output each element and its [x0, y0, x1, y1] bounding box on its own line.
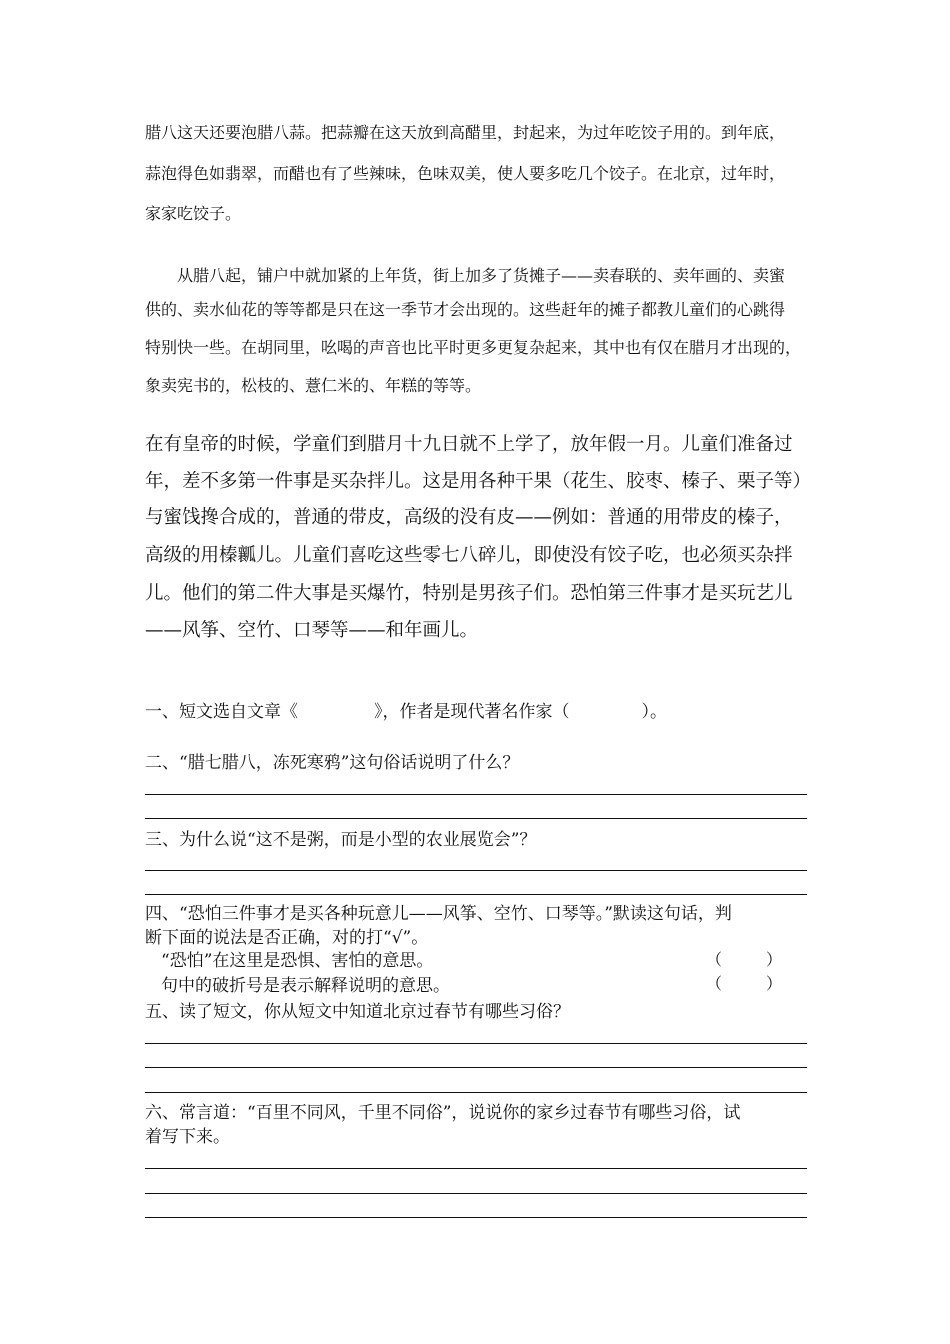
- passage-para2-line: 从腊八起，铺户中就加紧的上年货，街上加多了货摊子——卖春联的、卖年画的、卖蜜: [177, 266, 786, 285]
- passage-para3-line: 与蜜饯搀合成的，普通的带皮，高级的没有皮——例如：普通的用带皮的榛子，: [145, 507, 793, 528]
- answer-line[interactable]: [145, 1193, 807, 1194]
- answer-line[interactable]: [145, 1217, 807, 1218]
- passage-para2-line: 供的、卖水仙花的等等都是只在这一季节才会出现的。这些赶年的摊子都教儿童们的心跳得: [145, 300, 786, 319]
- question-5: 五、读了短文，你从短文中知道北京过春节有哪些习俗？: [145, 1002, 570, 1022]
- question-1-part-a: 一、短文选自文章《: [145, 702, 298, 722]
- passage-para3-line: ——风筝、空竹、口琴等——和年画儿。: [145, 620, 479, 641]
- answer-line[interactable]: [145, 894, 807, 895]
- passage-para2-line: 特别快一些。在胡同里，吆喝的声音也比平时更多更复杂起来，其中也有仅在腊月才出现的，: [145, 338, 802, 357]
- passage-para3-line: 在有皇帝的时候，学童们到腊月十九日就不上学了，放年假一月。儿童们准备过: [145, 434, 793, 455]
- passage-para1-line: 家家吃饺子。: [145, 204, 242, 223]
- question-6-line: 着写下来。: [145, 1127, 230, 1147]
- paren-right: ）: [766, 974, 783, 993]
- question-2: 二、“腊七腊八，冻死寒鸦”这句俗话说明了什么？: [145, 753, 520, 773]
- true-false-answer-box[interactable]: [724, 947, 766, 967]
- answer-line[interactable]: [145, 794, 807, 795]
- answer-line[interactable]: [145, 870, 807, 871]
- question-4-line: 断下面的说法是否正确，对的打“√”。: [145, 928, 429, 948]
- passage-para3-line: 年，差不多第一件事是买杂拌儿。这是用各种干果（花生、胶枣、榛子、栗子等）: [145, 471, 812, 492]
- passage-para1-line: 腊八这天还要泡腊八蒜。把蒜瓣在这天放到高醋里，封起来，为过年吃饺子用的。到年底，: [145, 123, 786, 142]
- passage-para3-line: 儿。他们的第二件大事是买爆竹，特别是男孩子们。恐怕第三件事才是买玩艺儿: [145, 583, 793, 604]
- answer-line[interactable]: [145, 1043, 807, 1044]
- passage-para3-line: 高级的用榛瓤儿。儿童们喜吃这些零七八碎儿，即使没有饺子吃，也必须买杂拌: [145, 545, 793, 566]
- true-false-answer-box[interactable]: [724, 971, 766, 991]
- answer-line[interactable]: [145, 1168, 807, 1169]
- passage-para1-line: 蒜泡得色如翡翠，而醋也有了些辣味，色味双美，使人要多吃几个饺子。在北京，过年时，: [145, 164, 786, 183]
- question-1-part-b: 》，作者是现代著名作家（: [374, 702, 570, 722]
- answer-line[interactable]: [145, 1067, 807, 1068]
- answer-line[interactable]: [145, 818, 807, 819]
- question-6-line: 六、常言道：“百里不同风，千里不同俗”，说说你的家乡过春节有哪些习俗，试: [145, 1103, 741, 1123]
- question-3: 三、为什么说“这不是粥，而是小型的农业展览会”？: [145, 830, 537, 850]
- question-4-line: 四、“恐怕三件事才是买各种玩意儿——风筝、空竹、口琴等。”默读这句话，判: [145, 904, 732, 924]
- paren-left: （: [706, 974, 723, 993]
- question-1-part-c: ）。: [641, 702, 667, 722]
- question-4-statement: “恐怕”在这里是恐惧、害怕的意思。: [161, 951, 434, 971]
- passage-para2-line: 象卖宪书的，松枝的、薏仁米的、年糕的等等。: [145, 376, 482, 395]
- question-4-statement: 句中的破折号是表示解释说明的意思。: [161, 976, 450, 996]
- question-1: [145, 697, 667, 722]
- answer-line[interactable]: [145, 1092, 807, 1093]
- paren-left: （: [706, 950, 723, 969]
- paren-right: ）: [766, 950, 783, 969]
